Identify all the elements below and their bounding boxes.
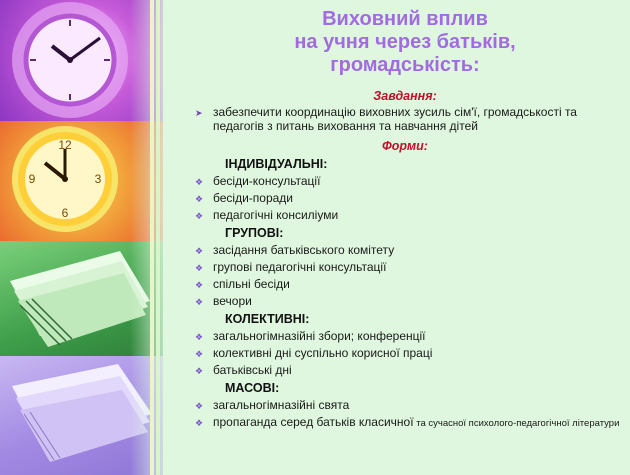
list-item bbox=[185, 415, 625, 431]
group-items bbox=[185, 174, 625, 222]
list-item bbox=[185, 191, 625, 205]
diamond-bullet-icon: ❖ bbox=[195, 263, 204, 273]
list-item bbox=[185, 294, 625, 308]
forms-heading: Форми: bbox=[382, 139, 428, 153]
list-item-text: бесіди-поради bbox=[213, 191, 294, 205]
diamond-bullet-icon: ❖ bbox=[195, 297, 204, 307]
list-item bbox=[185, 398, 625, 412]
list-item bbox=[185, 243, 625, 257]
list-item-text: колективні дні суспільно корисної праці bbox=[213, 346, 433, 360]
list-item-text: вечори bbox=[213, 294, 252, 308]
group-group bbox=[185, 226, 625, 308]
list-item-text: педагогічні консиліуми bbox=[213, 208, 339, 222]
arrow-bullet-icon: ➤ bbox=[195, 108, 203, 118]
list-item-small-text: та сучасної психолого-педагогічної літератури bbox=[413, 418, 620, 429]
group-heading: ГРУПОВІ: bbox=[225, 226, 284, 240]
diamond-bullet-icon: ❖ bbox=[195, 366, 204, 376]
diamond-bullet-icon: ❖ bbox=[195, 194, 204, 204]
slide-content bbox=[185, 8, 625, 434]
group-collective bbox=[185, 312, 625, 377]
group-individual bbox=[185, 157, 625, 222]
list-item-text: бесіди-консультації bbox=[213, 174, 321, 188]
list-item-text: спільні бесіди bbox=[213, 277, 290, 291]
group-items bbox=[185, 243, 625, 308]
list-item-text: загальногімназійні збори; конференції bbox=[213, 329, 426, 343]
list-item bbox=[185, 329, 625, 343]
svg-text:12: 12 bbox=[58, 138, 72, 152]
task-item bbox=[185, 105, 625, 133]
diamond-bullet-icon: ❖ bbox=[195, 211, 204, 221]
svg-text:3: 3 bbox=[94, 172, 102, 186]
slide-title bbox=[185, 8, 625, 77]
diamond-bullet-icon: ❖ bbox=[195, 246, 204, 256]
image-fade-overlay bbox=[130, 0, 190, 475]
list-item-text: групові педагогічні консультації bbox=[213, 260, 387, 274]
task-text: забезпечити координацію виховних зусиль сім'ї, громадськості та педагогів з питань виховання та навчання дітей bbox=[213, 105, 577, 133]
list-item bbox=[185, 174, 625, 188]
diamond-bullet-icon: ❖ bbox=[195, 401, 204, 411]
tasks-heading: Завдання: bbox=[373, 89, 437, 103]
list-item bbox=[185, 260, 625, 274]
list-item bbox=[185, 363, 625, 377]
diamond-bullet-icon: ❖ bbox=[195, 332, 204, 342]
title-line-3: громадськість: bbox=[330, 54, 480, 76]
list-item bbox=[185, 346, 625, 360]
tasks-list bbox=[185, 105, 625, 133]
list-item bbox=[185, 208, 625, 222]
title-line-2: на учня через батьків, bbox=[294, 31, 516, 53]
group-items bbox=[185, 329, 625, 377]
svg-text:9: 9 bbox=[28, 172, 36, 186]
group-heading: ІНДИВІДУАЛЬНІ: bbox=[225, 157, 328, 171]
diamond-bullet-icon: ❖ bbox=[195, 418, 204, 428]
list-item-text: загальногімназійні свята bbox=[213, 398, 350, 412]
group-heading: КОЛЕКТИВНІ: bbox=[225, 312, 310, 326]
svg-text:6: 6 bbox=[61, 206, 69, 220]
group-items bbox=[185, 398, 625, 431]
diamond-bullet-icon: ❖ bbox=[195, 349, 204, 359]
group-heading: МАСОВІ: bbox=[225, 381, 280, 395]
list-item-text: засідання батьківського комітету bbox=[213, 243, 395, 257]
title-line-1: Виховний вплив bbox=[322, 8, 488, 30]
list-item bbox=[185, 277, 625, 291]
list-item-text: пропаганда серед батьків класичної bbox=[213, 415, 414, 429]
diamond-bullet-icon: ❖ bbox=[195, 280, 204, 290]
list-item-text: батьківські дні bbox=[213, 363, 292, 377]
group-mass bbox=[185, 381, 625, 431]
diamond-bullet-icon: ❖ bbox=[195, 177, 204, 187]
